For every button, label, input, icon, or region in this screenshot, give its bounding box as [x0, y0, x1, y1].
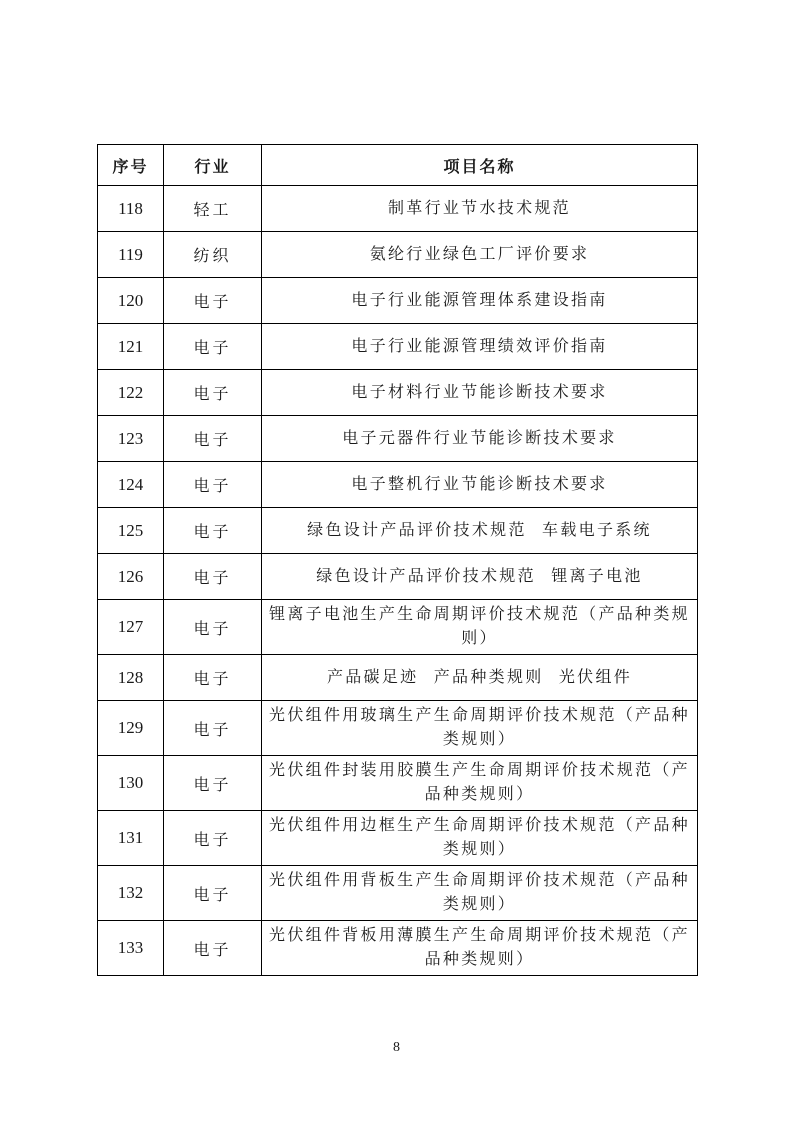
table-row [98, 278, 698, 324]
cell-industry: 电子 [164, 416, 262, 462]
table-row [98, 921, 698, 976]
cell-project-name: 绿色设计产品评价技术规范 车载电子系统 [262, 508, 698, 554]
cell-serial-number: 131 [98, 811, 164, 866]
header-project-name: 项目名称 [262, 145, 698, 186]
cell-project-name: 光伏组件背板用薄膜生产生命周期评价技术规范（产品种类规则） [262, 921, 698, 976]
cell-project-name: 光伏组件用边框生产生命周期评价技术规范（产品种类规则） [262, 811, 698, 866]
cell-industry: 电子 [164, 921, 262, 976]
table-row [98, 655, 698, 701]
cell-serial-number: 128 [98, 655, 164, 701]
cell-serial-number: 122 [98, 370, 164, 416]
table-row [98, 508, 698, 554]
cell-project-name: 电子行业能源管理绩效评价指南 [262, 324, 698, 370]
cell-industry: 电子 [164, 462, 262, 508]
cell-industry: 电子 [164, 554, 262, 600]
cell-project-name: 绿色设计产品评价技术规范 锂离子电池 [262, 554, 698, 600]
cell-project-name: 电子元器件行业节能诊断技术要求 [262, 416, 698, 462]
cell-industry: 电子 [164, 600, 262, 655]
cell-industry: 电子 [164, 370, 262, 416]
cell-serial-number: 124 [98, 462, 164, 508]
table-row [98, 416, 698, 462]
cell-serial-number: 129 [98, 701, 164, 756]
cell-industry: 电子 [164, 655, 262, 701]
table-row [98, 554, 698, 600]
cell-project-name: 氨纶行业绿色工厂评价要求 [262, 232, 698, 278]
cell-serial-number: 119 [98, 232, 164, 278]
cell-industry: 电子 [164, 756, 262, 811]
table-row [98, 324, 698, 370]
cell-industry: 电子 [164, 508, 262, 554]
cell-project-name: 光伏组件用玻璃生产生命周期评价技术规范（产品种类规则） [262, 701, 698, 756]
cell-serial-number: 127 [98, 600, 164, 655]
cell-serial-number: 120 [98, 278, 164, 324]
cell-serial-number: 125 [98, 508, 164, 554]
cell-project-name: 光伏组件封装用胶膜生产生命周期评价技术规范（产品种类规则） [262, 756, 698, 811]
table-header-row [98, 145, 698, 186]
table-row [98, 186, 698, 232]
cell-project-name: 制革行业节水技术规范 [262, 186, 698, 232]
cell-industry: 轻工 [164, 186, 262, 232]
cell-project-name: 光伏组件用背板生产生命周期评价技术规范（产品种类规则） [262, 866, 698, 921]
cell-industry: 电子 [164, 324, 262, 370]
cell-project-name: 电子材料行业节能诊断技术要求 [262, 370, 698, 416]
header-serial-number: 序号 [98, 145, 164, 186]
table-row [98, 232, 698, 278]
cell-industry: 电子 [164, 866, 262, 921]
cell-project-name: 电子整机行业节能诊断技术要求 [262, 462, 698, 508]
cell-serial-number: 126 [98, 554, 164, 600]
table-row [98, 866, 698, 921]
cell-serial-number: 132 [98, 866, 164, 921]
table-row [98, 600, 698, 655]
cell-serial-number: 118 [98, 186, 164, 232]
standards-table [97, 144, 698, 976]
cell-industry: 电子 [164, 811, 262, 866]
cell-industry: 电子 [164, 278, 262, 324]
cell-serial-number: 130 [98, 756, 164, 811]
table-row [98, 701, 698, 756]
cell-industry: 电子 [164, 701, 262, 756]
table-row [98, 462, 698, 508]
cell-project-name: 产品碳足迹 产品种类规则 光伏组件 [262, 655, 698, 701]
table-row [98, 811, 698, 866]
cell-industry: 纺织 [164, 232, 262, 278]
header-industry: 行业 [164, 145, 262, 186]
cell-project-name: 锂离子电池生产生命周期评价技术规范（产品种类规则） [262, 600, 698, 655]
page-number: 8 [393, 1040, 400, 1055]
cell-serial-number: 133 [98, 921, 164, 976]
cell-project-name: 电子行业能源管理体系建设指南 [262, 278, 698, 324]
table-row [98, 756, 698, 811]
cell-serial-number: 123 [98, 416, 164, 462]
cell-serial-number: 121 [98, 324, 164, 370]
table-row [98, 370, 698, 416]
